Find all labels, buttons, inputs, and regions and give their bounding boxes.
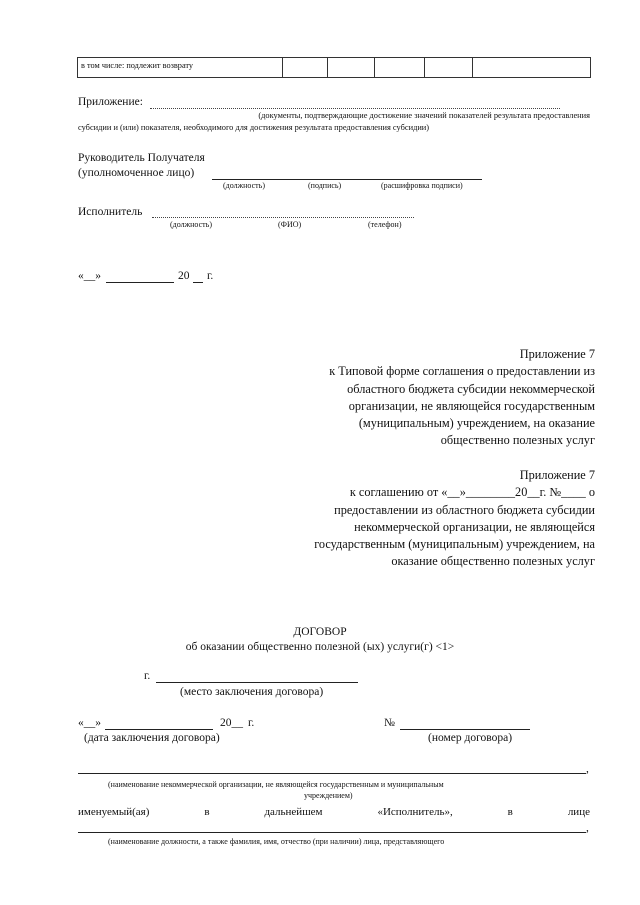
date-month-line xyxy=(106,282,174,283)
appendix-line: (муниципальным) учреждением, на оказание xyxy=(358,416,595,431)
caption-name: (ФИО) xyxy=(278,220,302,229)
date-year: 20 xyxy=(178,270,190,282)
attachment-line xyxy=(150,108,560,109)
named-word: в xyxy=(204,806,210,818)
named-word: именуемый(ая) xyxy=(78,806,150,818)
appendix-line: оказание общественно полезных услуг xyxy=(391,554,595,569)
named-row xyxy=(78,806,590,818)
contract-number-line xyxy=(400,729,530,730)
representative-caption: (наименование должности, а также фамилия, имя, отчество (при наличии) лица, представляющего xyxy=(108,837,445,846)
appendix-line: к соглашению от «__»________20__г. №____ о xyxy=(349,485,595,500)
organization-caption-line1: (наименование некоммерческой организации, не являющейся государственным и муниципальным xyxy=(108,780,444,789)
appendix-line: предоставлении из областного бюджета субсидии xyxy=(334,502,595,517)
recipient-head-title: Руководитель Получателя xyxy=(78,152,205,164)
table-cell-label: в том числе: подлежит возврату xyxy=(81,61,194,70)
appendix-line: областного бюджета субсидии некоммерческой xyxy=(347,381,595,396)
place-line xyxy=(156,682,358,683)
named-word: «Исполнитель», xyxy=(377,806,453,818)
recipient-head-subtitle: (уполномоченное лицо) xyxy=(78,167,195,179)
contract-date-line xyxy=(105,729,213,730)
place-caption: (место заключения договора) xyxy=(180,686,324,698)
date-year-line xyxy=(193,282,203,283)
organization-comma: , xyxy=(586,763,589,775)
representative-comma: , xyxy=(586,822,589,834)
appendix-to-agreement xyxy=(314,467,595,571)
indicator-table xyxy=(77,57,591,78)
city-prefix: г. xyxy=(144,670,151,682)
appendix-line: общественно полезных услуг xyxy=(440,433,595,448)
caption-decoding: (расшифровка подписи) xyxy=(381,181,463,190)
executor-line xyxy=(152,217,414,218)
caption-position: (должность) xyxy=(170,220,212,229)
attachment-label: Приложение: xyxy=(78,96,143,108)
contract-number-caption: (номер договора) xyxy=(428,732,513,744)
appendix-line: Приложение 7 xyxy=(519,468,595,482)
table-divider xyxy=(424,58,425,77)
date-suffix: г. xyxy=(207,270,214,282)
table-divider xyxy=(374,58,375,77)
named-word: лице xyxy=(567,806,590,818)
contract-number-sign: № xyxy=(384,717,395,729)
organization-caption-line2: учреждением) xyxy=(304,791,353,800)
appendix-line: государственным (муниципальным) учреждением, на xyxy=(314,537,595,552)
recipient-signature-line xyxy=(212,179,482,180)
appendix-line: Приложение 7 xyxy=(519,347,595,361)
appendix-line: организации, не являющейся государственным xyxy=(348,398,595,413)
appendix-line: некоммерческой организации, не являющейся xyxy=(354,519,595,534)
attachment-note-line2: субсидии и (или) показателя, необходимого для достижения результата предоставления субсидии) xyxy=(78,123,430,132)
attachment-note-line1: (документы, подтверждающие достижение значений показателей результата предоставления xyxy=(258,111,590,120)
caption-position: (должность) xyxy=(223,181,265,190)
representative-line xyxy=(78,832,586,833)
table-divider xyxy=(282,58,283,77)
contract-date-suffix: г. xyxy=(248,717,255,729)
contract-date-year: 20__ xyxy=(220,717,243,729)
named-word: дальнейшем xyxy=(264,806,323,818)
caption-phone: (телефон) xyxy=(368,220,402,229)
appendix-line: к Типовой форме соглашения о предоставлении из xyxy=(329,364,595,379)
contract-subtitle: об оказании общественно полезной (ых) услуги(г) <1> xyxy=(185,641,455,653)
executor-label: Исполнитель xyxy=(78,206,143,218)
contract-date-open: «__» xyxy=(78,717,101,729)
contract-title: ДОГОВОР xyxy=(293,626,347,638)
table-divider xyxy=(472,58,473,77)
contract-date-caption: (дата заключения договора) xyxy=(84,732,220,744)
date-open: «__» xyxy=(78,270,101,282)
organization-line xyxy=(78,773,586,774)
named-word: в xyxy=(507,806,513,818)
table-divider xyxy=(327,58,328,77)
caption-signature: (подпись) xyxy=(308,181,342,190)
appendix-to-form xyxy=(329,346,595,450)
